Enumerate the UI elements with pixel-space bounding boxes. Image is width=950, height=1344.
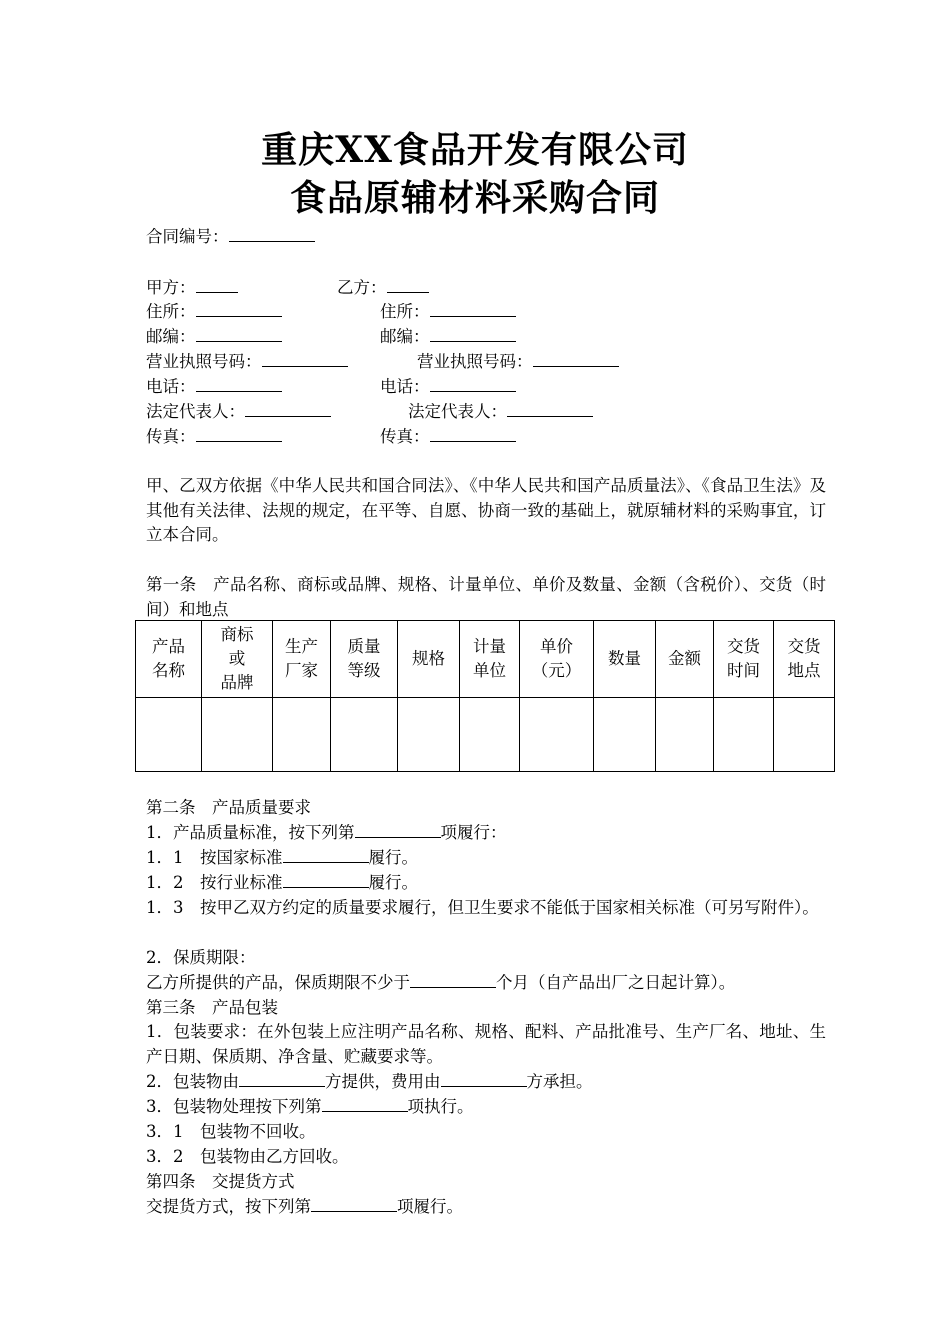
article-4-heading: 第四条 交提货方式 [146, 1172, 295, 1191]
party-a-postcode-blank[interactable] [196, 325, 282, 342]
article-3-item-2: 2．包装物由 方提供，费用由 方承担。 [146, 1072, 593, 1091]
product-table [135, 620, 835, 772]
intro-paragraph: 甲、乙双方依据《中华人民共和国合同法》、《中华人民共和国产品质量法》、《食品卫生法》及其他有关法律、法规的规定，在平等、自愿、协商一致的基础上，就原辅材料的采购事宜，订立本合同。 [146, 476, 826, 544]
article-4-item-1: 交提货方式，按下列第 项履行。 [146, 1197, 463, 1216]
company-title: 重庆XX食品开发有限公司 [261, 129, 689, 171]
document-title: 食品原辅材料采购合同 [289, 177, 660, 219]
table-cell[interactable] [331, 698, 398, 772]
header-amount: 金额 [656, 621, 714, 698]
delivery-method-blank[interactable] [311, 1195, 397, 1212]
article-3-item-1: 1．包装要求：在外包装上应注明产品名称、规格、配料、产品批准号、生产厂名、地址、生产日期、保质期、净含量、贮藏要求等。 [146, 1022, 826, 1066]
article-1-heading: 第一条 产品名称、商标或品牌、规格、计量单位、单价及数量、金额（含税价）、交货（时间）和地点 [146, 575, 826, 619]
party-b-name: 乙方： [337, 276, 429, 300]
party-b-legal-rep: 法定代表人： [408, 400, 593, 424]
party-b-phone-blank[interactable] [430, 375, 516, 392]
table-header-row [136, 621, 835, 698]
contract-number-label: 合同编号： [146, 227, 229, 246]
header-quantity: 数量 [594, 621, 656, 698]
party-b-name-blank[interactable] [387, 276, 429, 293]
party-a-postcode: 邮编： [146, 325, 282, 349]
article-2-item-1-blank[interactable] [355, 821, 441, 838]
national-standard-blank[interactable] [283, 846, 369, 863]
table-row [136, 698, 835, 772]
table-cell[interactable] [398, 698, 460, 772]
party-a-legal-rep-blank[interactable] [245, 400, 331, 417]
packaging-cost-blank[interactable] [441, 1070, 527, 1087]
party-a-name: 甲方： [146, 276, 238, 300]
packaging-handling-blank[interactable] [322, 1095, 408, 1112]
table-cell[interactable] [520, 698, 594, 772]
header-spec: 规格 [398, 621, 460, 698]
party-b-license: 营业执照号码： [417, 350, 619, 374]
article-2-item-2: 2．保质期限： [146, 948, 256, 967]
header-product-name: 产品 名称 [136, 621, 202, 698]
party-b-address-blank[interactable] [430, 300, 516, 317]
article-2-item-1-1: 1．1 按国家标准 履行。 [146, 848, 418, 867]
article-3-item-3-2: 3．2 包装物由乙方回收。 [146, 1147, 349, 1166]
header-unit: 计量 单位 [460, 621, 520, 698]
party-b-fax: 传真： [380, 425, 516, 449]
article-2-item-1: 1．产品质量标准，按下列第 项履行： [146, 823, 507, 842]
party-a-fax-blank[interactable] [196, 425, 282, 442]
industry-standard-blank[interactable] [283, 871, 369, 888]
shelf-life-months-blank[interactable] [410, 971, 496, 988]
header-delivery-time: 交货 时间 [714, 621, 774, 698]
header-unit-price: 单价 （元） [520, 621, 594, 698]
party-b-postcode-blank[interactable] [430, 325, 516, 342]
party-b-license-blank[interactable] [533, 350, 619, 367]
party-b-postcode: 邮编： [380, 325, 516, 349]
article-2-item-1-3: 1．3 按甲乙双方约定的质量要求履行，但卫生要求不能低于国家相关标准（可另写附件）。 [146, 898, 819, 917]
table-cell[interactable] [202, 698, 273, 772]
table-cell[interactable] [656, 698, 714, 772]
party-a-license-blank[interactable] [262, 350, 348, 367]
table-cell[interactable] [460, 698, 520, 772]
header-brand: 商标 或 品牌 [202, 621, 273, 698]
contract-number [146, 225, 315, 249]
article-2-heading: 第二条 产品质量要求 [146, 798, 311, 817]
article-2-shelf-life: 乙方所提供的产品，保质期限不少于 个月（自产品出厂之日起计算）。 [146, 973, 736, 992]
article-3-item-3: 3．包装物处理按下列第 项执行。 [146, 1097, 474, 1116]
party-a-phone-blank[interactable] [196, 375, 282, 392]
party-a-legal-rep: 法定代表人： [146, 400, 331, 424]
party-a-license: 营业执照号码： [146, 350, 348, 374]
article-2-item-1-2: 1．2 按行业标准 履行。 [146, 873, 418, 892]
article-3-heading: 第三条 产品包装 [146, 998, 278, 1017]
party-a-name-blank[interactable] [196, 276, 238, 293]
contract-number-blank[interactable] [229, 225, 315, 242]
party-b-fax-blank[interactable] [430, 425, 516, 442]
party-b-phone: 电话： [380, 375, 516, 399]
party-b-legal-rep-blank[interactable] [507, 400, 593, 417]
packaging-provider-blank[interactable] [239, 1070, 325, 1087]
table-cell[interactable] [273, 698, 331, 772]
header-manufacturer: 生产 厂家 [273, 621, 331, 698]
party-b-address: 住所： [380, 300, 516, 324]
party-a-address-blank[interactable] [196, 300, 282, 317]
table-cell[interactable] [714, 698, 774, 772]
party-a-address: 住所： [146, 300, 282, 324]
party-a-phone: 电话： [146, 375, 282, 399]
table-cell[interactable] [136, 698, 202, 772]
header-delivery-place: 交货 地点 [774, 621, 835, 698]
party-a-fax: 传真： [146, 425, 282, 449]
header-quality-grade: 质量 等级 [331, 621, 398, 698]
table-cell[interactable] [594, 698, 656, 772]
table-cell[interactable] [774, 698, 835, 772]
article-3-item-3-1: 3．1 包装物不回收。 [146, 1122, 316, 1141]
